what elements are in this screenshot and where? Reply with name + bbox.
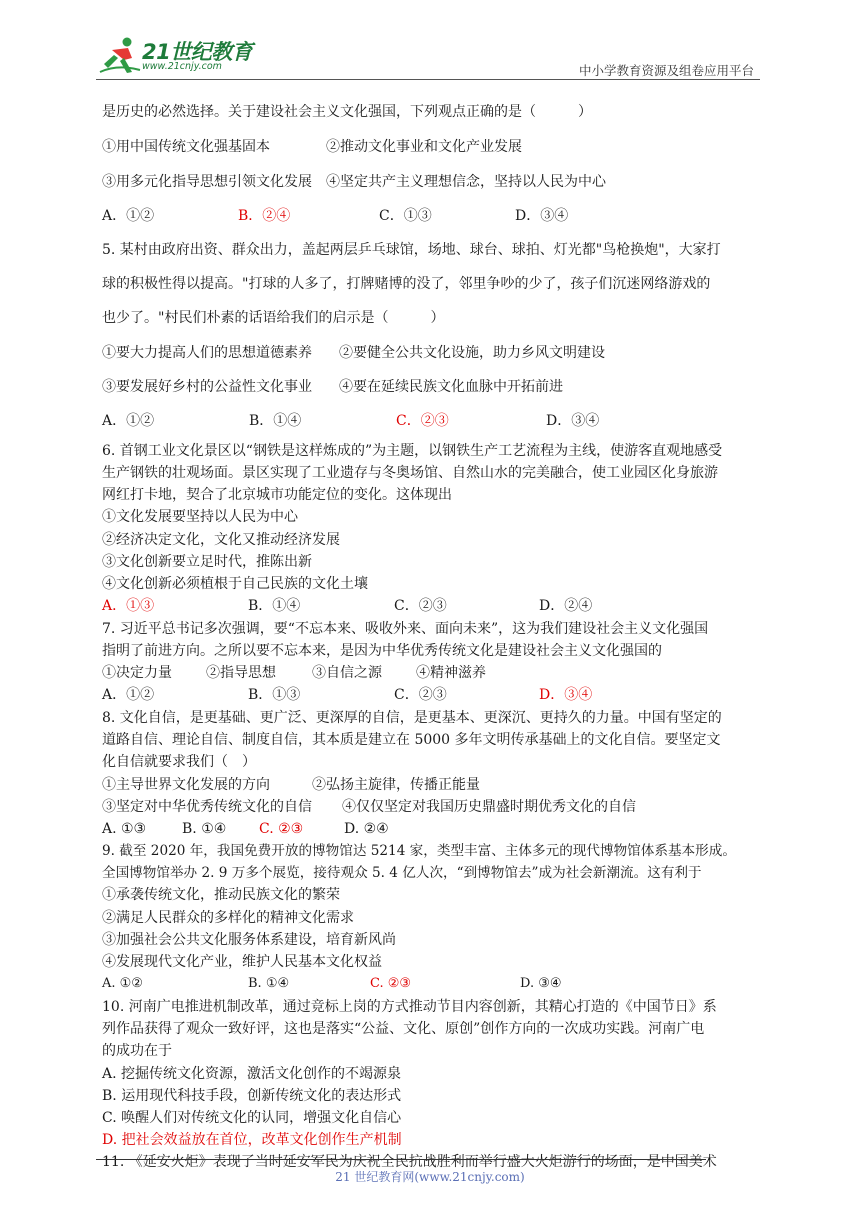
- q5-stem-2: 球的积极性得以提高。"打球的人多了，打牌赌博的没了，邻里争吵的少了，孩子们沉迷网络游戏的: [102, 276, 711, 292]
- q6-options: [102, 597, 592, 615]
- option-d: D．②④: [539, 598, 593, 614]
- option-b: B. ①④: [248, 976, 290, 991]
- q9-options: [102, 975, 562, 993]
- logo: [98, 34, 278, 78]
- q4-options: [102, 207, 568, 225]
- statement: ③要发展好乡村的公益性文化事业: [102, 379, 312, 395]
- option-c-answer: C．②③: [396, 413, 449, 429]
- q10-option-a: A. 挖掘传统文化资源，激活文化创作的不竭源泉: [102, 1066, 402, 1082]
- q10-stem-1: 10. 河南广电推进机制改革，通过竞标上岗的方式推动节目内容创新，其精心打造的《中国节日》系: [102, 999, 717, 1015]
- q6-stem-3: 网红打卡地，契合了北京城市功能定位的变化。这体现出: [102, 487, 452, 503]
- q4-stem: 是历史的必然选择。关于建设社会主义文化强国，下列观点正确的是（ ）: [102, 104, 592, 120]
- q6-statement-1: ①文化发展要坚持以人民为中心: [102, 509, 298, 525]
- option-d: D. ②④: [344, 821, 389, 837]
- q6-statement-3: ③文化创新要立足时代，推陈出新: [102, 554, 312, 570]
- q9-stem-2: 全国博物馆举办 2. 9 万多个展览，接待观众 5. 4 亿人次，“到博物馆去”成为社会新潮流。这有利于: [102, 865, 702, 881]
- q8-options: [102, 820, 389, 838]
- option-c-answer: C. ②③: [370, 976, 412, 991]
- q11-stem-1: 11. 《延安火炬》表现了当时延安军民为庆祝全民抗战胜利而举行盛大火炬游行的场面，是中国美术: [102, 1154, 717, 1170]
- q10-option-b: B. 运用现代科技手段，创新传统文化的表达形式: [102, 1088, 402, 1104]
- option-c: C．②③: [394, 598, 447, 614]
- platform-name: 中小学教育资源及组卷应用平台: [578, 63, 754, 78]
- q4-statements-2: [102, 173, 606, 191]
- q5-statements-1: [102, 344, 605, 362]
- statement: ②指导思想: [206, 665, 276, 681]
- option-c: C．①③: [379, 208, 432, 224]
- statement: ①主导世界文化发展的方向: [102, 777, 270, 793]
- q9-statement-2: ②满足人民群众的多样化的精神文化需求: [102, 910, 354, 926]
- statement: ④坚定共产主义理想信念，坚持以人民为中心: [326, 174, 606, 190]
- option-a: A. ①③: [102, 821, 147, 837]
- statement: ①用中国传统文化强基固本: [102, 139, 270, 155]
- option-b: B．①③: [248, 687, 301, 703]
- q6-statement-4: ④文化创新必须植根于自己民族的文化土壤: [102, 576, 368, 592]
- option-c: C．②③: [394, 687, 447, 703]
- statement: ③坚定对中华优秀传统文化的自信: [102, 799, 312, 815]
- q8-stem-2: 道路自信、理论自信、制度自信，其本质是建立在 5000 多年文明传承基础上的文化自信。要坚定文: [102, 732, 721, 748]
- option-d: D．③④: [515, 208, 569, 224]
- footer-text: 21 世纪教育网(www.21cnjy.com): [335, 1170, 525, 1184]
- statement: ④要在延续民族文化血脉中开拓前进: [339, 379, 563, 395]
- q7-options: [102, 686, 592, 704]
- q5-stem-1: 5. 某村由政府出资、群众出力，盖起两层乒乓球馆，场地、球台、球拍、灯光都"鸟枪换炮"，大家打: [102, 242, 721, 258]
- runner-logo-icon: [98, 36, 142, 76]
- statement: ④精神滋养: [416, 665, 486, 681]
- statement: ①决定力量: [102, 665, 172, 681]
- q8-statements-1: [102, 776, 480, 794]
- option-a: A．①②: [102, 413, 155, 429]
- option-d-answer: D．③④: [539, 687, 593, 703]
- q8-statements-2: [102, 798, 636, 816]
- statement: ④仅仅坚定对我国历史鼎盛时期优秀文化的自信: [342, 799, 636, 815]
- q4-statements-1: [102, 138, 522, 156]
- q6-stem-1: 6. 首钢工业文化景区以“钢铁是这样炼成的”为主题，以钢铁生产工艺流程为主线，使游客直观地感受: [102, 443, 723, 459]
- q7-stem-1: 7. 习近平总书记多次强调，要“不忘本来、吸收外来、面向未来”，这为我们建设社会主义文化强国: [102, 621, 709, 637]
- statement: ②要健全公共文化设施，助力乡风文明建设: [339, 345, 605, 361]
- option-c-answer: C. ②③: [259, 821, 304, 837]
- option-b: B．①④: [249, 413, 302, 429]
- page-header: [98, 34, 758, 78]
- q5-statements-2: [102, 378, 563, 396]
- logo-url: www.21cnjy.com: [142, 61, 222, 72]
- q8-stem-1: 8. 文化自信，是更基础、更广泛、更深厚的自信，是更基本、更深沉、更持久的力量。中国有坚定的: [102, 710, 722, 726]
- q9-stem-1: 9. 截至 2020 年，我国免费开放的博物馆达 5214 家，类型丰富、主体多元的现代博物馆体系基本形成。: [102, 843, 736, 859]
- statement: ③自信之源: [312, 665, 382, 681]
- option-b: B．①④: [248, 598, 301, 614]
- statement: ③用多元化指导思想引领文化发展: [102, 174, 312, 190]
- option-d: D. ③④: [520, 976, 562, 991]
- q9-statement-4: ④发展现代文化产业，维护人民基本文化权益: [102, 954, 382, 970]
- q8-stem-3: 化自信就要求我们（ ）: [102, 754, 256, 770]
- q5-stem-3: 也少了。"村民们朴素的话语给我们的启示是（ ）: [102, 310, 445, 326]
- option-a: A．①②: [102, 687, 155, 703]
- q6-stem-2: 生产钢铁的壮观场面。景区实现了工业遗存与冬奥场馆、自然山水的完美融合，使工业园区化身旅游: [102, 465, 718, 481]
- footer-divider: [96, 1159, 706, 1160]
- q5-options: [102, 412, 599, 430]
- q10-stem-3: 的成功在于: [102, 1043, 172, 1059]
- q10-option-c: C. 唤醒人们对传统文化的认同，增强文化自信心: [102, 1110, 402, 1126]
- statement: ②推动文化事业和文化产业发展: [326, 139, 522, 155]
- q7-stem-2: 指明了前进方向。之所以要不忘本来，是因为中华优秀传统文化是建设社会主义文化强国的: [102, 643, 662, 659]
- q9-statement-3: ③加强社会公共文化服务体系建设，培育新风尚: [102, 932, 396, 948]
- option-a: A. ①②: [102, 976, 143, 991]
- q10-stem-2: 列作品获得了观众一致好评，这也是落实“公益、文化、原创”创作方向的一次成功实践。河南广电: [102, 1021, 705, 1037]
- q9-statement-1: ①承袭传统文化，推动民族文化的繁荣: [102, 887, 340, 903]
- statement: ①要大力提高人们的思想道德素养: [102, 345, 312, 361]
- header-divider: [96, 79, 760, 80]
- option-a: A．①②: [102, 208, 155, 224]
- q6-statement-2: ②经济决定文化，文化又推动经济发展: [102, 532, 340, 548]
- option-d: D．③④: [546, 413, 600, 429]
- option-b: B. ①④: [182, 821, 227, 837]
- statement: ②弘扬主旋律，传播正能量: [312, 777, 480, 793]
- option-a-answer: A．①③: [102, 598, 155, 614]
- option-b-answer: B．②④: [238, 208, 291, 224]
- q10-option-d-answer: D. 把社会效益放在首位，改革文化创作生产机制: [102, 1132, 402, 1148]
- logo-text: 21世纪教育: [142, 40, 253, 64]
- q7-statements: [102, 664, 486, 682]
